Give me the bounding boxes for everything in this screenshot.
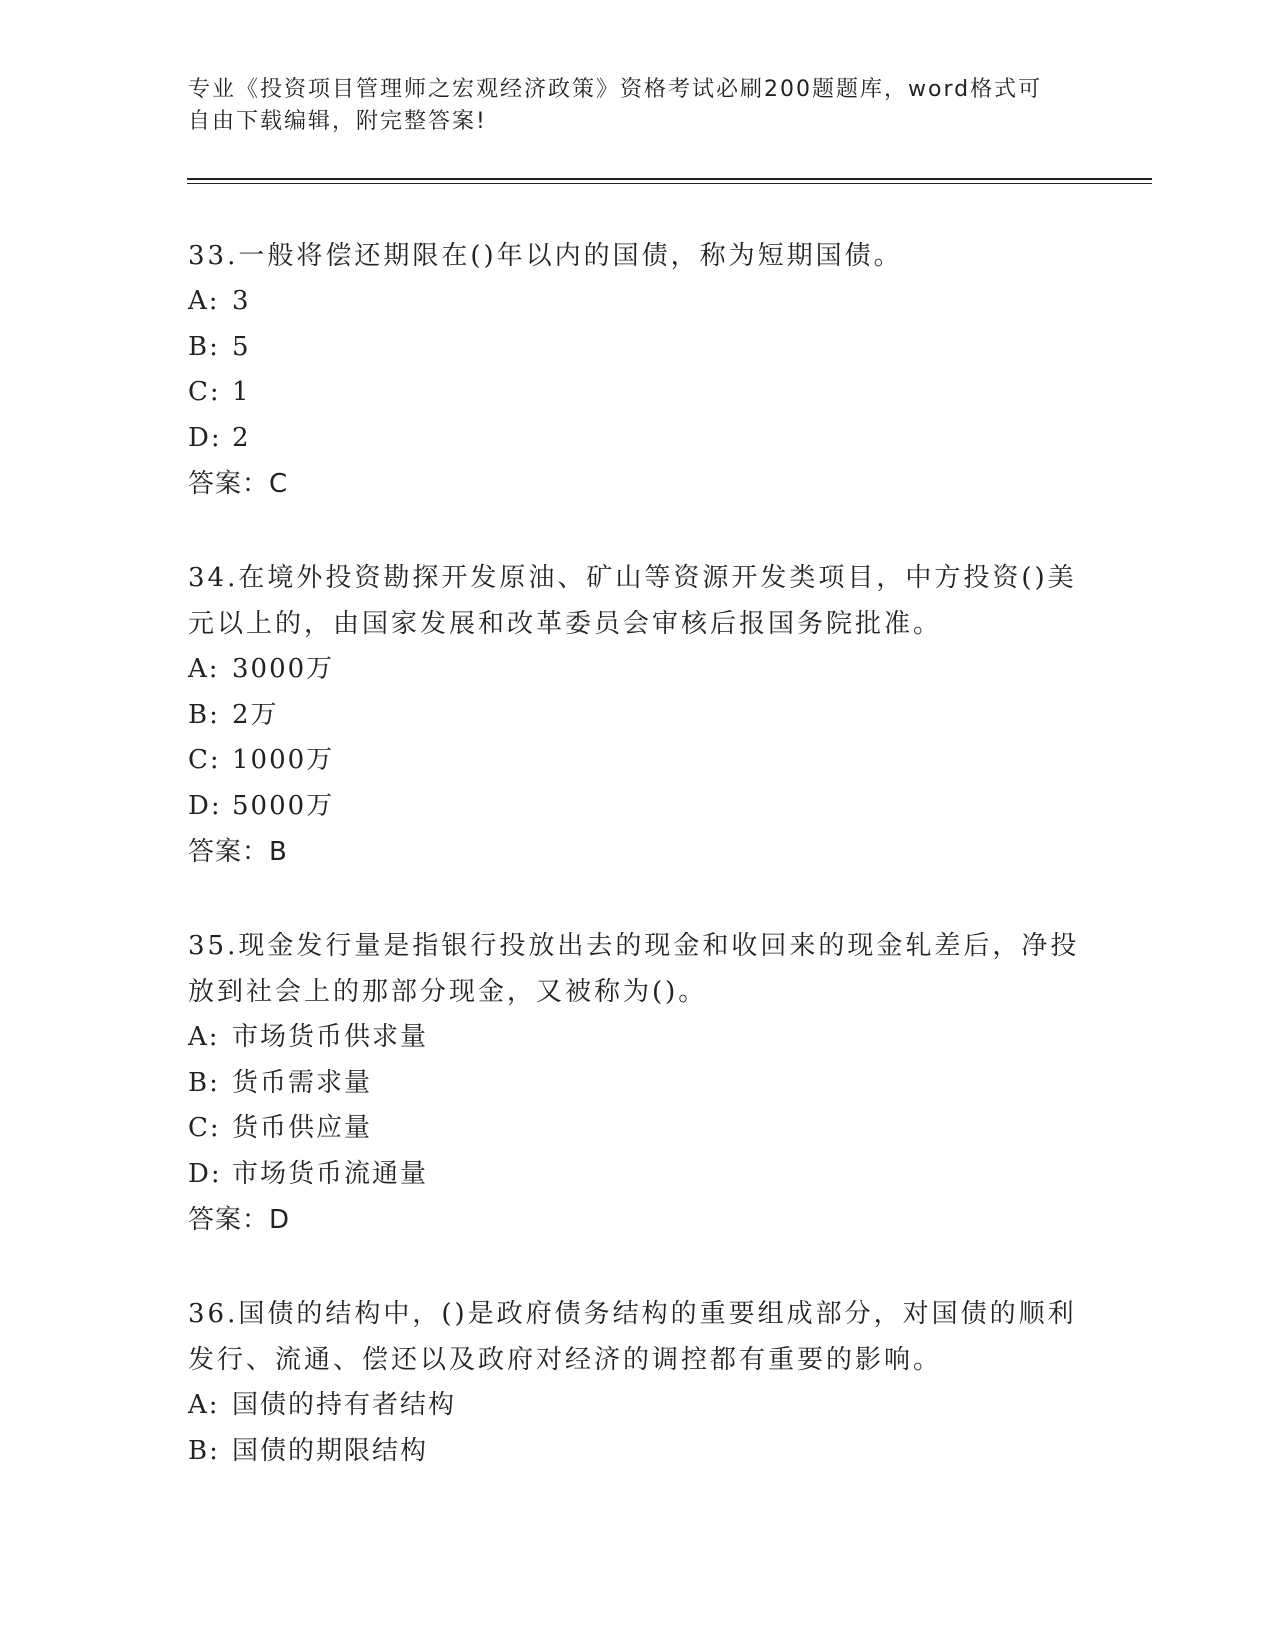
option-d [188, 784, 1088, 830]
option-c [188, 738, 1088, 784]
answer: 答案：D [188, 1205, 291, 1235]
option-b [188, 325, 1088, 371]
option-label: B: [188, 331, 220, 362]
answer: 答案：B [188, 837, 288, 867]
option-d [188, 416, 1088, 462]
option-label: C: [188, 377, 221, 407]
option-label: B: [188, 699, 220, 730]
option-c [188, 370, 1088, 416]
option-value: 货币供应量 [232, 1113, 373, 1143]
option-value: 市场货币流通量 [232, 1158, 429, 1189]
option-label: D: [188, 422, 222, 453]
option-a [188, 1015, 1088, 1061]
option-label: B: [188, 1067, 220, 1098]
option-value: 1 [232, 377, 251, 407]
question-36 [188, 1291, 1088, 1474]
option-label: D: [188, 1158, 222, 1189]
option-a [188, 647, 1088, 693]
option-b [188, 1061, 1088, 1107]
option-label: B: [188, 1435, 220, 1466]
option-a [188, 279, 1088, 325]
option-label: D: [188, 790, 222, 821]
option-value: 5 [232, 331, 251, 362]
option-b [188, 1429, 1088, 1475]
question-35 [188, 923, 1088, 1243]
header-line-2: 自由下载编辑，附完整答案! [188, 109, 487, 134]
question-text: 35.现金发行量是指银行投放出去的现金和收回来的现金轧差后，净投放到社会上的那部分现金，又被称为()。 [188, 931, 1080, 1007]
option-value: 2 [232, 422, 251, 453]
header-rule-thick [187, 178, 1152, 180]
header-line-1: 专业《投资项目管理师之宏观经济政策》资格考试必刷200题题库，word格式可 [188, 77, 1043, 102]
option-label: A: [188, 654, 220, 684]
option-value: 国债的持有者结构 [232, 1390, 457, 1420]
document-header [188, 74, 1068, 138]
answer: 答案：C [188, 469, 289, 499]
option-label: C: [188, 745, 221, 775]
option-value: 3000万 [232, 654, 335, 684]
option-c [188, 1106, 1088, 1152]
option-b [188, 693, 1088, 739]
option-value: 货币需求量 [232, 1067, 373, 1098]
option-value: 3 [232, 286, 251, 316]
option-value: 1000万 [232, 745, 335, 775]
option-d [188, 1152, 1088, 1198]
option-label: A: [188, 1390, 220, 1420]
header-rule-thin [187, 183, 1152, 184]
option-label: C: [188, 1113, 221, 1143]
question-33 [188, 233, 1088, 507]
option-label: A: [188, 286, 220, 316]
option-label: A: [188, 1022, 220, 1052]
option-value: 2万 [232, 699, 279, 730]
question-text: 33.一般将偿还期限在()年以内的国债，称为短期国债。 [188, 241, 903, 271]
option-value: 5000万 [232, 790, 335, 821]
option-value: 国债的期限结构 [232, 1435, 429, 1466]
question-text: 36.国债的结构中，()是政府债务结构的重要组成部分，对国债的顺利发行、流通、偿还以及政府对经济的调控都有重要的影响。 [188, 1299, 1077, 1375]
option-value: 市场货币供求量 [232, 1022, 429, 1052]
question-text: 34.在境外投资勘探开发原油、矿山等资源开发类项目，中方投资()美元以上的，由国家发展和改革委员会审核后报国务院批准。 [188, 563, 1077, 639]
question-list [188, 233, 1088, 1522]
question-34 [188, 555, 1088, 875]
option-a [188, 1383, 1088, 1429]
